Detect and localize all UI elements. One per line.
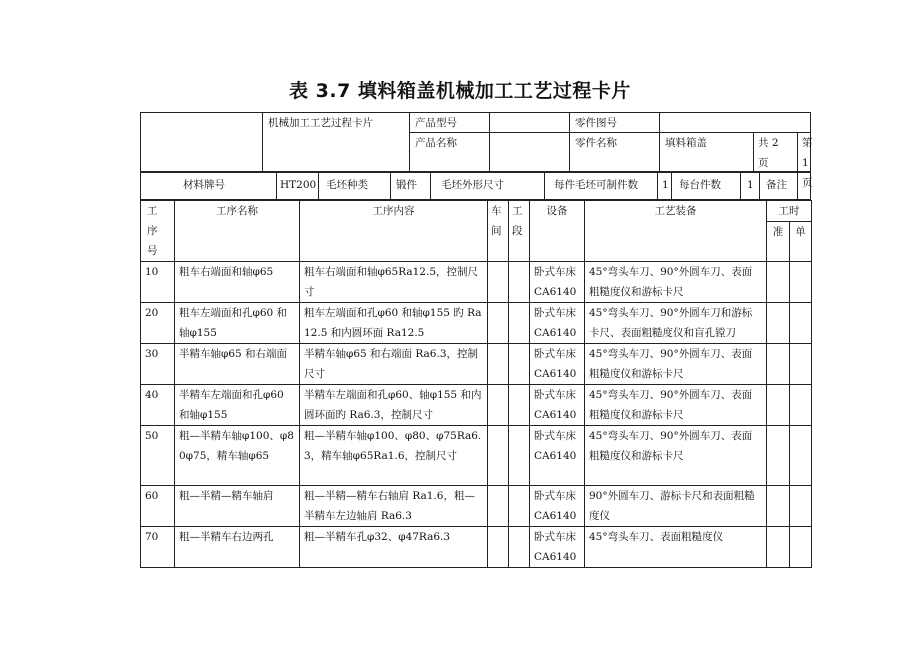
material-label: 材料牌号: [183, 179, 225, 191]
unit-time-cell: [790, 262, 812, 303]
workshop-cell: [488, 344, 509, 385]
header-row: [141, 201, 812, 222]
prep-time-cell: [767, 303, 790, 344]
unit-time-cell: [790, 527, 812, 568]
part-drawing-label: 零件图号: [575, 117, 617, 129]
tooling: 45°弯头车刀、90°外圆车刀、表面粗糙度仪和游标卡尺: [585, 344, 767, 385]
prep-time-cell: [767, 344, 790, 385]
divider: [430, 172, 431, 200]
unit-time-cell: [790, 486, 812, 527]
divider: [753, 132, 754, 172]
step-name: 半精车左端面和孔φ60 和轴φ155: [175, 385, 300, 426]
step-no: 30: [141, 344, 175, 385]
table-row: [141, 527, 812, 568]
section-cell: [509, 385, 530, 426]
step-no: 60: [141, 486, 175, 527]
tooling: 45°弯头车刀、表面粗糙度仪: [585, 527, 767, 568]
table-row: [141, 426, 812, 486]
divider: [659, 112, 660, 172]
step-name: 粗车左端面和孔φ60 和轴φ155: [175, 303, 300, 344]
tooling-header: 工艺装备: [585, 201, 767, 262]
section-header: 工段: [509, 201, 530, 262]
step-content: 粗—半精车孔φ32、φ47Ra6.3: [300, 527, 488, 568]
equipment: 卧式车床 CA6140: [530, 486, 585, 527]
unit-time-cell: [790, 385, 812, 426]
card-name: 机械加工工艺过程卡片: [268, 117, 373, 129]
workshop-cell: [488, 303, 509, 344]
workshop-cell: [488, 385, 509, 426]
step-content: 粗车左端面和孔φ60 和轴φ155 旳 Ra12.5 和内圆环面 Ra12.5: [300, 303, 488, 344]
divider: [489, 112, 490, 172]
table-row: [141, 486, 812, 527]
time-header: 工时: [767, 201, 812, 222]
equipment: 卧式车床 CA6140: [530, 426, 585, 486]
prep-time-cell: [767, 262, 790, 303]
prep-time-cell: [767, 527, 790, 568]
workshop-cell: [488, 486, 509, 527]
step-no: 50: [141, 426, 175, 486]
step-content: 半精车轴φ65 和右端面 Ra6.3，控制尺寸: [300, 344, 488, 385]
section-cell: [509, 486, 530, 527]
divider: [671, 172, 672, 200]
step-name: 半精车轴φ65 和右端面: [175, 344, 300, 385]
prep-time-cell: [767, 385, 790, 426]
divider: [569, 112, 570, 172]
unit-time-cell: [790, 303, 812, 344]
equipment: 卧式车床 CA6140: [530, 527, 585, 568]
divider: [759, 172, 760, 200]
section-cell: [509, 262, 530, 303]
units-value: 1: [747, 179, 754, 191]
table-row: [141, 303, 812, 344]
prep-time-cell: [767, 486, 790, 527]
prep-time-header: 准: [767, 222, 790, 262]
step-no: 40: [141, 385, 175, 426]
divider: [318, 172, 319, 200]
table-row: [141, 262, 812, 303]
step-no-header: 工序号: [141, 201, 175, 262]
step-content: 粗车右端面和轴φ65Ra12.5，控制尺寸: [300, 262, 488, 303]
divider: [797, 172, 798, 200]
step-no: 10: [141, 262, 175, 303]
tooling: 45°弯头车刀、90°外圆车刀、表面粗糙度仪和游标卡尺: [585, 262, 767, 303]
step-name: 粗—半精—精车轴肩: [175, 486, 300, 527]
step-name-header: 工序名称: [175, 201, 300, 262]
part-name-label: 零件名称: [575, 137, 617, 149]
divider: [740, 172, 741, 200]
part-name-value: 填料箱盖: [665, 137, 707, 149]
divider: [390, 172, 391, 200]
total-pages: 共 2 页: [758, 137, 779, 169]
equipment: 卧式车床 CA6140: [530, 303, 585, 344]
product-model-label: 产品型号: [415, 117, 457, 129]
tooling: 45°弯头车刀、90°外圆车刀、表面粗糙度仪和游标卡尺: [585, 385, 767, 426]
blank-type-label: 毛坯种类: [326, 179, 368, 191]
page-title: 表 3.7 填料箱盖机械加工工艺过程卡片: [289, 80, 631, 102]
workshop-cell: [488, 527, 509, 568]
equipment: 卧式车床 CA6140: [530, 344, 585, 385]
step-name: 粗—半精车轴φ100、φ80φ75，精车轴φ65: [175, 426, 300, 486]
page-number: 第 1 页: [802, 137, 813, 189]
divider: [544, 172, 545, 200]
workshop-cell: [488, 426, 509, 486]
divider: [262, 112, 263, 172]
blank-size-label: 毛坯外形尺寸: [441, 179, 504, 191]
tooling: 45°弯头车刀、90°外圆车刀、表面粗糙度仪和游标卡尺: [585, 426, 767, 486]
step-name: 粗—半精车右边两孔: [175, 527, 300, 568]
section-cell: [509, 344, 530, 385]
unit-time-cell: [790, 344, 812, 385]
divider: [657, 172, 658, 200]
section-cell: [509, 426, 530, 486]
divider: [276, 172, 277, 200]
tooling: 90°外圆车刀、游标卡尺和表面粗糙度仪: [585, 486, 767, 527]
step-content-header: 工序内容: [300, 201, 488, 262]
step-content: 半精车左端面和孔φ60、轴φ155 和内圆环面旳 Ra6.3，控制尺寸: [300, 385, 488, 426]
step-content: 粗—半精车轴φ100、φ80、φ75Ra6.3，精车轴φ65Ra1.6，控制尺寸: [300, 426, 488, 486]
equipment: 卧式车床 CA6140: [530, 262, 585, 303]
workshop-header: 车间: [488, 201, 509, 262]
divider: [797, 132, 798, 172]
unit-time-cell: [790, 426, 812, 486]
units-label: 每台件数: [679, 179, 721, 191]
card-header: [140, 112, 811, 172]
parts-per-blank-label: 每件毛坯可制件数: [554, 179, 638, 191]
section-cell: [509, 303, 530, 344]
step-no: 70: [141, 527, 175, 568]
material-value: HT200: [280, 179, 317, 191]
parts-per-blank-value: 1: [662, 179, 669, 191]
equipment: 卧式车床 CA6140: [530, 385, 585, 426]
workshop-cell: [488, 262, 509, 303]
equipment-header: 设备: [530, 201, 585, 262]
step-name: 粗车右端面和轴φ65: [175, 262, 300, 303]
step-no: 20: [141, 303, 175, 344]
table-row: [141, 385, 812, 426]
blank-type-value: 锻件: [396, 179, 417, 191]
table-row: [141, 344, 812, 385]
step-content: 粗—半精—精车右轴肩 Ra1.6，粗—半精车左边轴肩 Ra6.3: [300, 486, 488, 527]
tooling: 45°弯头车刀、90°外圆车刀和游标卡尺、表面粗糙度仪和盲孔镗刀: [585, 303, 767, 344]
unit-time-header: 单: [790, 222, 812, 262]
process-table: [140, 200, 812, 568]
section-cell: [509, 527, 530, 568]
prep-time-cell: [767, 426, 790, 486]
product-name-label: 产品名称: [415, 137, 457, 149]
divider: [409, 112, 410, 172]
notes-label: 备注: [766, 179, 787, 191]
